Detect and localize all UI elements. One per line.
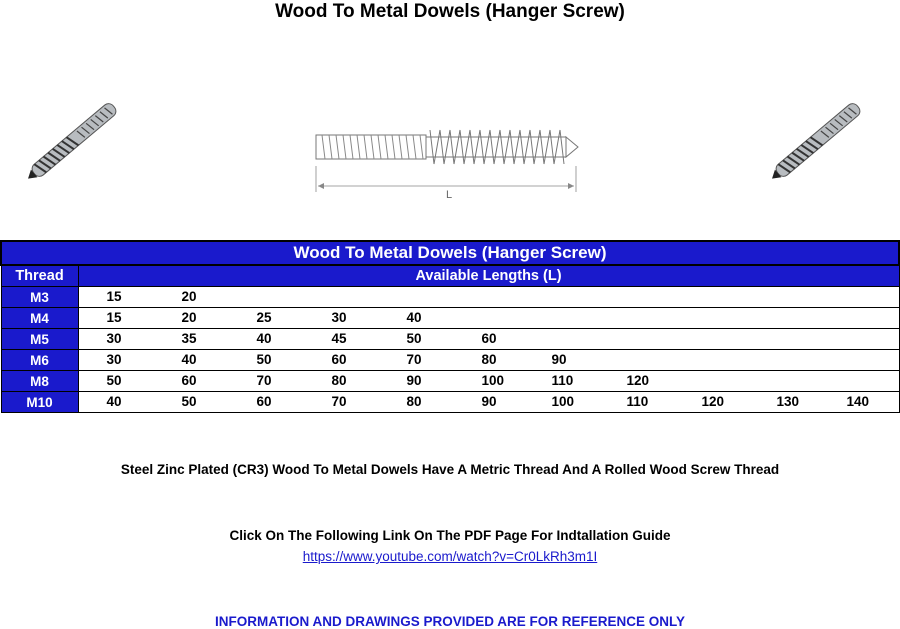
table-row <box>1 329 899 350</box>
table-title: Wood To Metal Dowels (Hanger Screw) <box>1 241 899 265</box>
table-row <box>1 308 899 329</box>
dowel-technical-drawing <box>310 122 585 202</box>
length-value: 60 <box>181 373 197 388</box>
length-value: 35 <box>181 331 197 346</box>
description-text: Steel Zinc Plated (CR3) Wood To Metal Dowels Have A Metric Thread And A Rolled Wood Screw Thread <box>120 462 780 477</box>
table-row <box>1 287 899 308</box>
installation-video-link[interactable]: https://www.youtube.com/watch?v=Cr0LkRh3m1I <box>302 549 598 564</box>
length-value: 80 <box>481 352 497 367</box>
length-value: 120 <box>701 394 725 409</box>
length-value: 70 <box>256 373 272 388</box>
length-value: 40 <box>106 394 122 409</box>
lengths-cell <box>78 371 899 392</box>
lengths-column-header: Available Lengths (L) <box>78 265 899 287</box>
length-value: 25 <box>256 310 272 325</box>
length-value: 90 <box>406 373 422 388</box>
length-value: 120 <box>626 373 650 388</box>
length-value: 20 <box>181 310 197 325</box>
thread-size-cell: M5 <box>1 329 78 350</box>
install-note: Click On The Following Link On The PDF Page For Indtallation Guide <box>229 528 671 543</box>
length-value: 90 <box>481 394 497 409</box>
length-value: 40 <box>181 352 197 367</box>
hanger-screw-image-right <box>758 90 878 190</box>
lengths-cell <box>78 287 899 308</box>
thread-size-cell: M10 <box>1 392 78 413</box>
length-value: 45 <box>331 331 347 346</box>
length-value: 110 <box>551 373 574 388</box>
length-value: 70 <box>331 394 347 409</box>
length-value: 60 <box>331 352 347 367</box>
length-value: 50 <box>256 352 272 367</box>
length-value: 60 <box>256 394 272 409</box>
length-value: 40 <box>406 310 422 325</box>
length-value: 50 <box>181 394 197 409</box>
lengths-cell <box>78 308 899 329</box>
length-value: 30 <box>106 331 122 346</box>
length-value: 60 <box>481 331 497 346</box>
thread-size-cell: M8 <box>1 371 78 392</box>
lengths-cell <box>78 392 899 413</box>
length-value: 110 <box>626 394 649 409</box>
length-value: 100 <box>481 373 505 388</box>
dimension-label: L <box>446 189 453 201</box>
lengths-cell <box>78 350 899 371</box>
length-value: 130 <box>776 394 800 409</box>
thread-size-cell: M6 <box>1 350 78 371</box>
lengths-cell <box>78 329 899 350</box>
dowel-sizes-table <box>0 240 900 413</box>
length-value: 100 <box>551 394 575 409</box>
thread-size-cell: M4 <box>1 308 78 329</box>
disclaimer-text: INFORMATION AND DRAWINGS PROVIDED ARE FOR REFERENCE ONLY <box>214 614 686 629</box>
length-value: 30 <box>106 352 122 367</box>
length-value: 50 <box>406 331 422 346</box>
length-value: 15 <box>106 289 122 304</box>
length-value: 70 <box>406 352 422 367</box>
thread-size-cell: M3 <box>1 287 78 308</box>
hanger-screw-image-left <box>14 90 134 190</box>
length-value: 40 <box>256 331 272 346</box>
table-row <box>1 350 899 371</box>
length-value: 80 <box>331 373 347 388</box>
length-value: 20 <box>181 289 197 304</box>
length-value: 30 <box>331 310 347 325</box>
length-value: 90 <box>551 352 567 367</box>
table-row <box>1 371 899 392</box>
length-value: 140 <box>846 394 870 409</box>
length-value: 50 <box>106 373 122 388</box>
table-row <box>1 392 899 413</box>
page-title: Wood To Metal Dowels (Hanger Screw) <box>275 1 625 22</box>
length-value: 15 <box>106 310 122 325</box>
length-value: 80 <box>406 394 422 409</box>
thread-column-header: Thread <box>1 265 78 287</box>
